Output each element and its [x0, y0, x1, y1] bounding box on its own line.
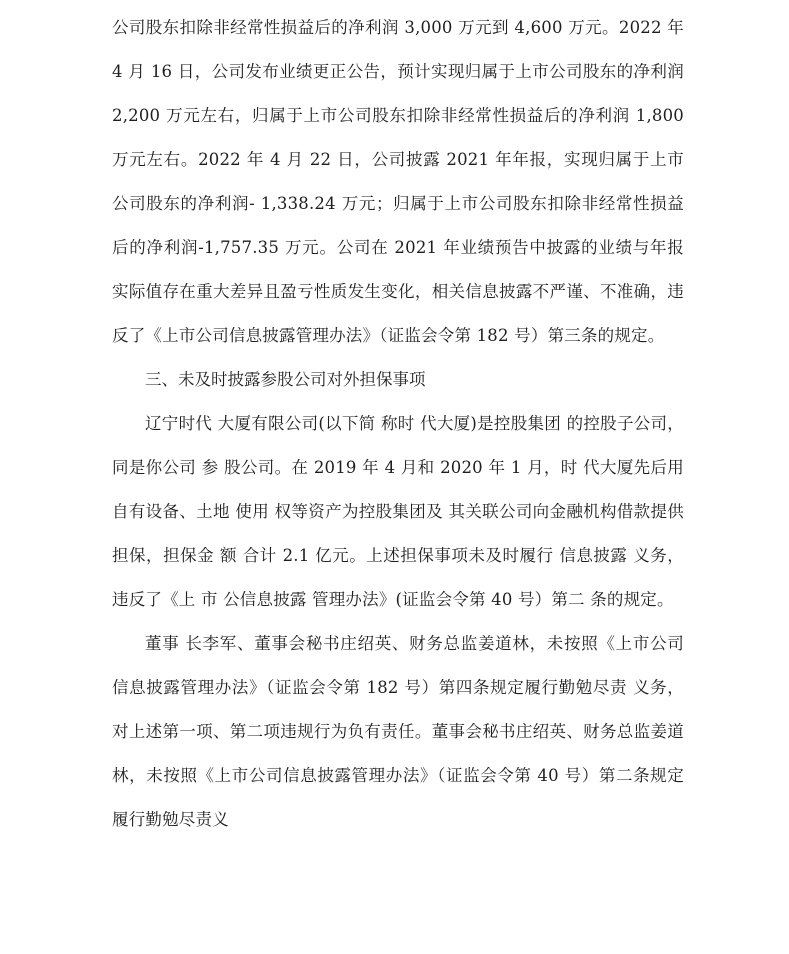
paragraph-continued-earnings-forecast: 公司股东扣除非经常性损益后的净利润 3,000 万元到 4,600 万元。2022 年 4 月 16 日，公司发布业绩更正公告，预计实现归属于上市公司股东的净利润 2,200 万元左右，归属于上市公司股东扣除非经常性损益后的净利润 1,800 万元左右。2022 年 4 月 22 日，公司披露 2021 年年报，实现归属于上市公司股东的净利润- 1,338.24 万元；归属于上市公司股东扣除非经常性损益后的净利润-1,757.35 万元。公司在 2021 年业绩预告中披露的业绩与年报实际值存在重大差异且盈亏性质发生变化，相关信息披露不严谨、不准确，违反了《上市公司信息披露管理办法》（证监会令第 182 号）第三条的规定。 [112, 18, 684, 345]
section-heading-undisclosed-guarantees: 三、未及时披露参股公司对外担保事项 [145, 370, 426, 389]
paragraph-responsible-officers: 董事 长李军、董事会秘书庄绍英、财务总监姜道林，未按照《上市公司信息披露管理办法》（证监会令第 182 号）第四条规定履行勤勉尽责 义务，对上述第一项、第二项违规行为负有责任。董事会秘书庄绍英、财务总监姜道林，未按照《上市公司信息披露管理办法》（证监会令第 40 号）第二条规定履行勤勉尽责义 [112, 634, 684, 829]
paragraph-liaoning-times-building: 辽宁时代 大厦有限公司(以下简 称时 代大厦)是控股集团 的控股子公司，同是你公司 参 股公司。在 2019 年 4 月和 2020 年 1 月，时 代大厦先后用自有设备、土地 使用 权等资产为控股集团及 其关联公司向金融机构借款提供担保，担保金 额 合计 2.1 亿元。上述担保事项未及时履行 信息披露 义务，违反了《上 市 公信息披露 管理办法》(证监会令第 40 号）第二 条的规定。 [112, 414, 684, 609]
document-body [112, 6, 684, 842]
